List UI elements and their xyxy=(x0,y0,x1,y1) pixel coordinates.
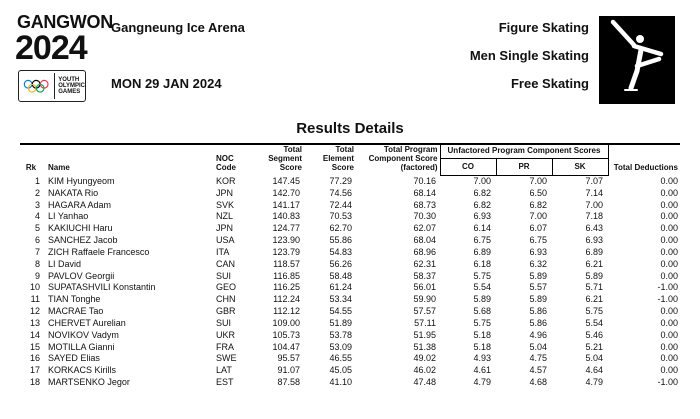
rank-cell: 15 xyxy=(29,341,40,352)
athlete-name-cell: CHERVET Aurelian xyxy=(48,317,126,328)
sk-score-cell: 5.71 xyxy=(585,282,603,293)
program-component-score-cell: 47.48 xyxy=(413,377,436,388)
co-score-cell: 4.61 xyxy=(473,365,491,376)
table-row xyxy=(20,341,680,353)
pr-score-cell: 4.75 xyxy=(529,353,547,364)
athlete-name-cell: SANCHEZ Jacob xyxy=(48,235,118,246)
event-date: MON 29 JAN 2024 xyxy=(111,76,222,91)
noc-code-cell: LAT xyxy=(216,365,232,376)
element-score-cell: 55.86 xyxy=(329,235,352,246)
segment-score-cell: 91.07 xyxy=(277,365,300,376)
table-row xyxy=(20,306,680,318)
deductions-cell: -1.00 xyxy=(657,294,678,305)
segment-score-cell: 109.00 xyxy=(272,317,300,328)
sk-score-cell: 5.75 xyxy=(585,306,603,317)
pr-score-cell: 6.93 xyxy=(529,246,547,257)
segment-score-cell: 118.57 xyxy=(273,258,300,269)
rank-cell: 13 xyxy=(29,317,40,328)
table-row xyxy=(20,175,680,187)
table-row xyxy=(20,258,680,270)
co-score-cell: 6.14 xyxy=(473,223,491,234)
results-body xyxy=(20,175,680,388)
noc-code-cell: JPN xyxy=(216,187,234,198)
deductions-cell: 0.00 xyxy=(660,258,678,269)
noc-code-cell: SWE xyxy=(216,353,237,364)
pr-score-cell: 4.68 xyxy=(529,377,547,388)
segment-score-cell: 124.77 xyxy=(272,223,300,234)
pr-score-cell: 6.32 xyxy=(529,258,547,269)
pr-score-cell: 6.82 xyxy=(529,199,547,210)
athlete-name-cell: NOVIKOV Vadym xyxy=(48,329,119,340)
element-score-cell: 46.55 xyxy=(329,353,352,364)
pr-score-cell: 7.00 xyxy=(529,211,547,222)
element-score-cell: 54.83 xyxy=(329,246,352,257)
element-score-cell: 74.56 xyxy=(329,187,352,198)
sk-score-cell: 7.00 xyxy=(585,199,603,210)
pr-score-cell: 6.50 xyxy=(529,187,547,198)
co-score-cell: 6.89 xyxy=(473,246,491,257)
noc-code-cell: SUI xyxy=(216,317,232,328)
results-table xyxy=(20,143,680,389)
pr-score-cell: 6.07 xyxy=(529,223,547,234)
table-row xyxy=(20,199,680,211)
column-group-unfactored-pcs: Unfactored Program Component Scores xyxy=(440,144,608,159)
table-row xyxy=(20,211,680,223)
sk-score-cell: 7.14 xyxy=(585,187,603,198)
program-component-score-cell: 57.57 xyxy=(413,306,436,317)
sk-score-cell: 5.89 xyxy=(585,270,603,281)
deductions-cell: 0.00 xyxy=(660,306,678,317)
co-score-cell: 6.75 xyxy=(473,235,491,246)
program-component-score-cell: 70.16 xyxy=(413,175,436,186)
segment-score-cell: 116.85 xyxy=(273,270,300,281)
noc-code-cell: KOR xyxy=(216,175,236,186)
pr-score-cell: 7.00 xyxy=(529,176,547,187)
element-score-cell: 77.29 xyxy=(329,175,352,186)
athlete-name-cell: NAKATA Rio xyxy=(48,187,99,198)
column-header-segment-score: Total Segment Score xyxy=(252,144,304,175)
sport-name: Figure Skating xyxy=(498,20,589,35)
table-row xyxy=(20,270,680,282)
pr-score-cell: 6.75 xyxy=(529,235,547,246)
column-header-pr: PR xyxy=(496,159,552,176)
noc-code-cell: ITA xyxy=(216,246,230,257)
table-row xyxy=(20,377,680,389)
athlete-name-cell: MARTSENKO Jegor xyxy=(48,377,130,388)
pr-score-cell: 5.89 xyxy=(529,294,547,305)
element-score-cell: 61.24 xyxy=(329,282,352,293)
program-component-score-cell: 62.07 xyxy=(413,223,436,234)
co-score-cell: 4.79 xyxy=(473,377,491,388)
co-score-cell: 5.75 xyxy=(473,270,491,281)
program-component-score-cell: 51.38 xyxy=(413,341,436,352)
deductions-cell: -1.00 xyxy=(657,377,678,388)
table-row xyxy=(20,282,680,294)
element-score-cell: 53.09 xyxy=(329,341,352,352)
co-score-cell: 5.68 xyxy=(473,306,491,317)
noc-code-cell: JPN xyxy=(216,223,234,234)
program-component-score-cell: 70.30 xyxy=(413,211,436,222)
sk-score-cell: 6.21 xyxy=(585,294,603,305)
segment-score-cell: 112.24 xyxy=(273,294,300,305)
element-score-cell: 51.89 xyxy=(329,317,352,328)
sk-score-cell: 4.79 xyxy=(585,377,603,388)
co-score-cell: 5.89 xyxy=(473,294,491,305)
noc-code-cell: GEO xyxy=(216,282,237,293)
program-component-score-cell: 51.95 xyxy=(413,329,436,340)
deductions-cell: 0.00 xyxy=(660,187,678,198)
athlete-name-cell: SUPATASHVILI Konstantin xyxy=(48,282,156,293)
deductions-cell: 0.00 xyxy=(660,246,678,257)
pr-score-cell: 4.96 xyxy=(529,329,547,340)
sk-score-cell: 7.07 xyxy=(585,176,603,187)
rank-cell: 2 xyxy=(34,187,40,198)
deductions-cell: 0.00 xyxy=(660,223,678,234)
element-score-cell: 72.44 xyxy=(329,199,352,210)
noc-code-cell: UKR xyxy=(216,329,236,340)
deductions-cell: -1.00 xyxy=(657,282,678,293)
deductions-cell: 0.00 xyxy=(660,175,678,186)
athlete-name-cell: KORKACS Kirills xyxy=(48,365,117,376)
athlete-name-cell: MACRAE Tao xyxy=(48,306,104,317)
rank-cell: 6 xyxy=(34,235,40,246)
sk-score-cell: 7.18 xyxy=(585,211,603,222)
rank-cell: 17 xyxy=(29,365,40,376)
segment-score-cell: 105.73 xyxy=(272,329,300,340)
co-score-cell: 5.75 xyxy=(473,317,491,328)
sk-score-cell: 5.04 xyxy=(585,353,603,364)
athlete-name-cell: KAKIUCHI Haru xyxy=(48,223,113,234)
column-header-element-score: Total Element Score xyxy=(304,144,356,175)
athlete-name-cell: LI David xyxy=(48,258,82,269)
program-component-score-cell: 56.01 xyxy=(413,282,436,293)
rank-cell: 10 xyxy=(29,282,40,293)
program-component-score-cell: 68.14 xyxy=(413,187,436,198)
event-segment: Free Skating xyxy=(510,76,589,91)
column-header-co: CO xyxy=(440,159,496,176)
venue-name: Gangneung Ice Arena xyxy=(111,20,245,35)
rank-cell: 3 xyxy=(34,199,40,210)
program-component-score-cell: 62.31 xyxy=(413,258,436,269)
pr-score-cell: 5.57 xyxy=(529,282,547,293)
element-score-cell: 45.05 xyxy=(329,365,352,376)
column-header-program-component-score: Total Program Component Score (factored) xyxy=(356,144,440,175)
sk-score-cell: 6.89 xyxy=(585,246,603,257)
figure-skater-icon xyxy=(599,16,675,104)
page-title: Results Details xyxy=(296,120,404,137)
segment-score-cell: 104.47 xyxy=(272,341,300,352)
program-component-score-cell: 68.96 xyxy=(413,246,436,257)
segment-score-cell: 140.83 xyxy=(272,211,300,222)
deductions-cell: 0.00 xyxy=(660,353,678,364)
segment-score-cell: 142.70 xyxy=(272,187,300,198)
column-header-rank: Rk xyxy=(20,144,46,175)
event-category: Men Single Skating xyxy=(469,48,589,63)
segment-score-cell: 95.57 xyxy=(277,353,300,364)
noc-code-cell: NZL xyxy=(216,211,234,222)
noc-code-cell: USA xyxy=(216,235,235,246)
sk-score-cell: 6.21 xyxy=(585,258,603,269)
element-score-cell: 62.70 xyxy=(329,223,352,234)
co-score-cell: 5.54 xyxy=(473,282,491,293)
noc-code-cell: GBR xyxy=(216,306,236,317)
segment-score-cell: 123.79 xyxy=(272,246,300,257)
co-score-cell: 7.00 xyxy=(473,176,491,187)
pr-score-cell: 4.57 xyxy=(529,365,547,376)
deductions-cell: 0.00 xyxy=(660,235,678,246)
pr-score-cell: 5.89 xyxy=(529,270,547,281)
deductions-cell: 0.00 xyxy=(660,341,678,352)
pr-score-cell: 5.04 xyxy=(529,341,547,352)
athlete-name-cell: ZICH Raffaele Francesco xyxy=(48,246,150,257)
column-header-deductions: Total Deductions xyxy=(608,144,680,175)
segment-score-cell: 116.25 xyxy=(273,282,300,293)
deductions-cell: 0.00 xyxy=(660,365,678,376)
rank-cell: 4 xyxy=(34,211,40,222)
co-score-cell: 6.82 xyxy=(473,187,491,198)
deductions-cell: 0.00 xyxy=(660,270,678,281)
program-component-score-cell: 49.02 xyxy=(413,353,436,364)
athlete-name-cell: MOTILLA Gianni xyxy=(48,341,115,352)
athlete-name-cell: SAYED Elias xyxy=(48,353,100,364)
deductions-cell: 0.00 xyxy=(660,199,678,210)
program-component-score-cell: 68.73 xyxy=(413,199,436,210)
program-component-score-cell: 57.11 xyxy=(414,317,436,328)
sk-score-cell: 6.43 xyxy=(585,223,603,234)
athlete-name-cell: KIM Hyungyeom xyxy=(48,175,115,186)
logo-year: 2024 xyxy=(15,29,87,67)
rank-cell: 1 xyxy=(34,175,40,186)
noc-code-cell: CAN xyxy=(216,258,236,269)
table-row xyxy=(20,246,680,258)
pr-score-cell: 5.86 xyxy=(529,317,547,328)
athlete-name-cell: TIAN Tonghe xyxy=(48,294,101,305)
co-score-cell: 6.18 xyxy=(473,258,491,269)
rank-cell: 11 xyxy=(30,294,40,305)
element-score-cell: 56.26 xyxy=(329,258,352,269)
pr-score-cell: 5.86 xyxy=(529,306,547,317)
column-header-name: Name xyxy=(46,144,214,175)
sk-score-cell: 6.93 xyxy=(585,235,603,246)
segment-score-cell: 147.45 xyxy=(272,175,300,186)
element-score-cell: 58.48 xyxy=(329,270,352,281)
table-row xyxy=(20,353,680,365)
co-score-cell: 6.82 xyxy=(473,199,491,210)
rank-cell: 12 xyxy=(29,306,40,317)
rank-cell: 18 xyxy=(29,377,40,388)
noc-code-cell: FRA xyxy=(216,341,234,352)
rank-cell: 9 xyxy=(34,270,40,281)
element-score-cell: 54.55 xyxy=(329,306,352,317)
logo-divider xyxy=(54,73,55,99)
sk-score-cell: 4.64 xyxy=(585,365,603,376)
co-score-cell: 4.93 xyxy=(473,353,491,364)
noc-code-cell: SUI xyxy=(216,270,232,281)
table-row xyxy=(20,365,680,377)
athlete-name-cell: PAVLOV Georgii xyxy=(48,270,115,281)
athlete-name-cell: HAGARA Adam xyxy=(48,199,112,210)
program-component-score-cell: 46.02 xyxy=(413,365,436,376)
program-component-score-cell: 59.90 xyxy=(413,294,436,305)
olympic-rings-icon xyxy=(21,75,51,97)
logo-tagline: YOUTH OLYMPIC GAMES xyxy=(58,76,85,96)
program-component-score-cell: 58.37 xyxy=(413,270,436,281)
table-row xyxy=(20,235,680,247)
deductions-cell: 0.00 xyxy=(660,317,678,328)
table-row xyxy=(20,329,680,341)
table-row xyxy=(20,187,680,199)
rank-cell: 5 xyxy=(34,223,40,234)
logo-wordmark: GANGWON xyxy=(17,12,113,32)
rank-cell: 7 xyxy=(34,246,40,257)
segment-score-cell: 112.12 xyxy=(273,306,300,317)
co-score-cell: 6.93 xyxy=(473,211,491,222)
noc-code-cell: SVK xyxy=(216,199,235,210)
element-score-cell: 41.10 xyxy=(329,377,352,388)
program-component-score-cell: 68.04 xyxy=(413,235,436,246)
element-score-cell: 53.78 xyxy=(329,329,352,340)
rank-cell: 8 xyxy=(34,258,40,269)
sk-score-cell: 5.21 xyxy=(585,341,603,352)
table-row xyxy=(20,294,680,306)
co-score-cell: 5.18 xyxy=(473,341,491,352)
table-row xyxy=(20,223,680,235)
element-score-cell: 70.53 xyxy=(329,211,352,222)
deductions-cell: 0.00 xyxy=(660,329,678,340)
column-header-noc: NOC Code xyxy=(214,144,252,175)
sk-score-cell: 5.54 xyxy=(585,317,603,328)
sk-score-cell: 5.46 xyxy=(585,329,603,340)
noc-code-cell: CHN xyxy=(216,294,236,305)
rank-cell: 14 xyxy=(29,329,40,340)
column-header-sk: SK xyxy=(552,159,608,176)
youth-olympic-games-badge xyxy=(18,70,86,102)
element-score-cell: 53.34 xyxy=(329,294,352,305)
segment-score-cell: 123.90 xyxy=(272,235,300,246)
segment-score-cell: 87.58 xyxy=(277,377,300,388)
co-score-cell: 5.18 xyxy=(473,329,491,340)
table-row xyxy=(20,318,680,330)
segment-score-cell: 141.17 xyxy=(272,199,300,210)
noc-code-cell: EST xyxy=(216,377,234,388)
athlete-name-cell: LI Yanhao xyxy=(48,211,89,222)
rank-cell: 16 xyxy=(29,353,40,364)
deductions-cell: 0.00 xyxy=(660,211,678,222)
